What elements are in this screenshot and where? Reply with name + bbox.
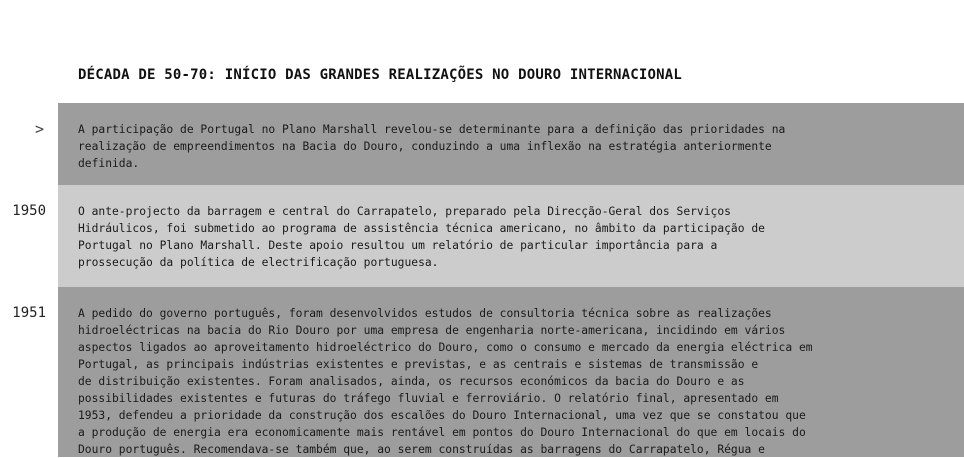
entry-text: A pedido do governo português, foram desenvolvidos estudos de consultoria técnica sobre as realizações hidroeléctricas na bacia do Rio Douro por uma empresa de engenharia norte-americana, incidindo em vários aspectos ligados ao aproveitamento hidroeléctrico do Douro, como o consumo e mercado da energia eléctrica em Portugal, as principais indústrias existentes e previstas, e as centrais e sistemas de transmissão e de distribuição existentes. Foram analisados, ainda, os recursos económicos da bacia do Douro e as possibilidades existentes e futuras do tráfego fluvial e ferroviário. O relatório final, apresentado em 1953, defendeu a prioridade da construção dos escalões do Douro Internacional, uma vez que se constatou que a produção de energia era economicamente mais rentável em pontos do Douro Internacional do que em locais do Douro português. Recomendava-se também que, ao serem construídas as barragens do Carrapatelo, Régua e — [58, 287, 964, 457]
page-title: DÉCADA DE 50-70: INÍCIO DAS GRANDES REALIZAÇÕES NO DOURO INTERNACIONAL — [78, 67, 683, 83]
timeline — [0, 103, 964, 457]
timeline-entry — [0, 103, 964, 185]
entry-year: 1950 — [12, 203, 46, 219]
timeline-entry — [0, 185, 964, 287]
entry-year: 1951 — [12, 305, 46, 321]
entry-text: O ante-projecto da barragem e central do Carrapatelo, preparado pela Direcção-Geral dos Serviços Hidráulicos, foi submetido ao programa de assistência técnica americano, no âmbito da participação de Portugal no Plano Marshall. Deste apoio resultou um relatório de particular importância para a prossecução da política de electrificação portuguesa. — [58, 185, 964, 287]
expand-arrow-icon[interactable]: > — [34, 120, 44, 138]
timeline-entry — [0, 287, 964, 457]
entry-text: A participação de Portugal no Plano Marshall revelou-se determinante para a definição das prioridades na realização de empreendimentos na Bacia do Douro, conduzindo a uma inflexão na estratégia anteriormente definida. — [58, 103, 964, 185]
